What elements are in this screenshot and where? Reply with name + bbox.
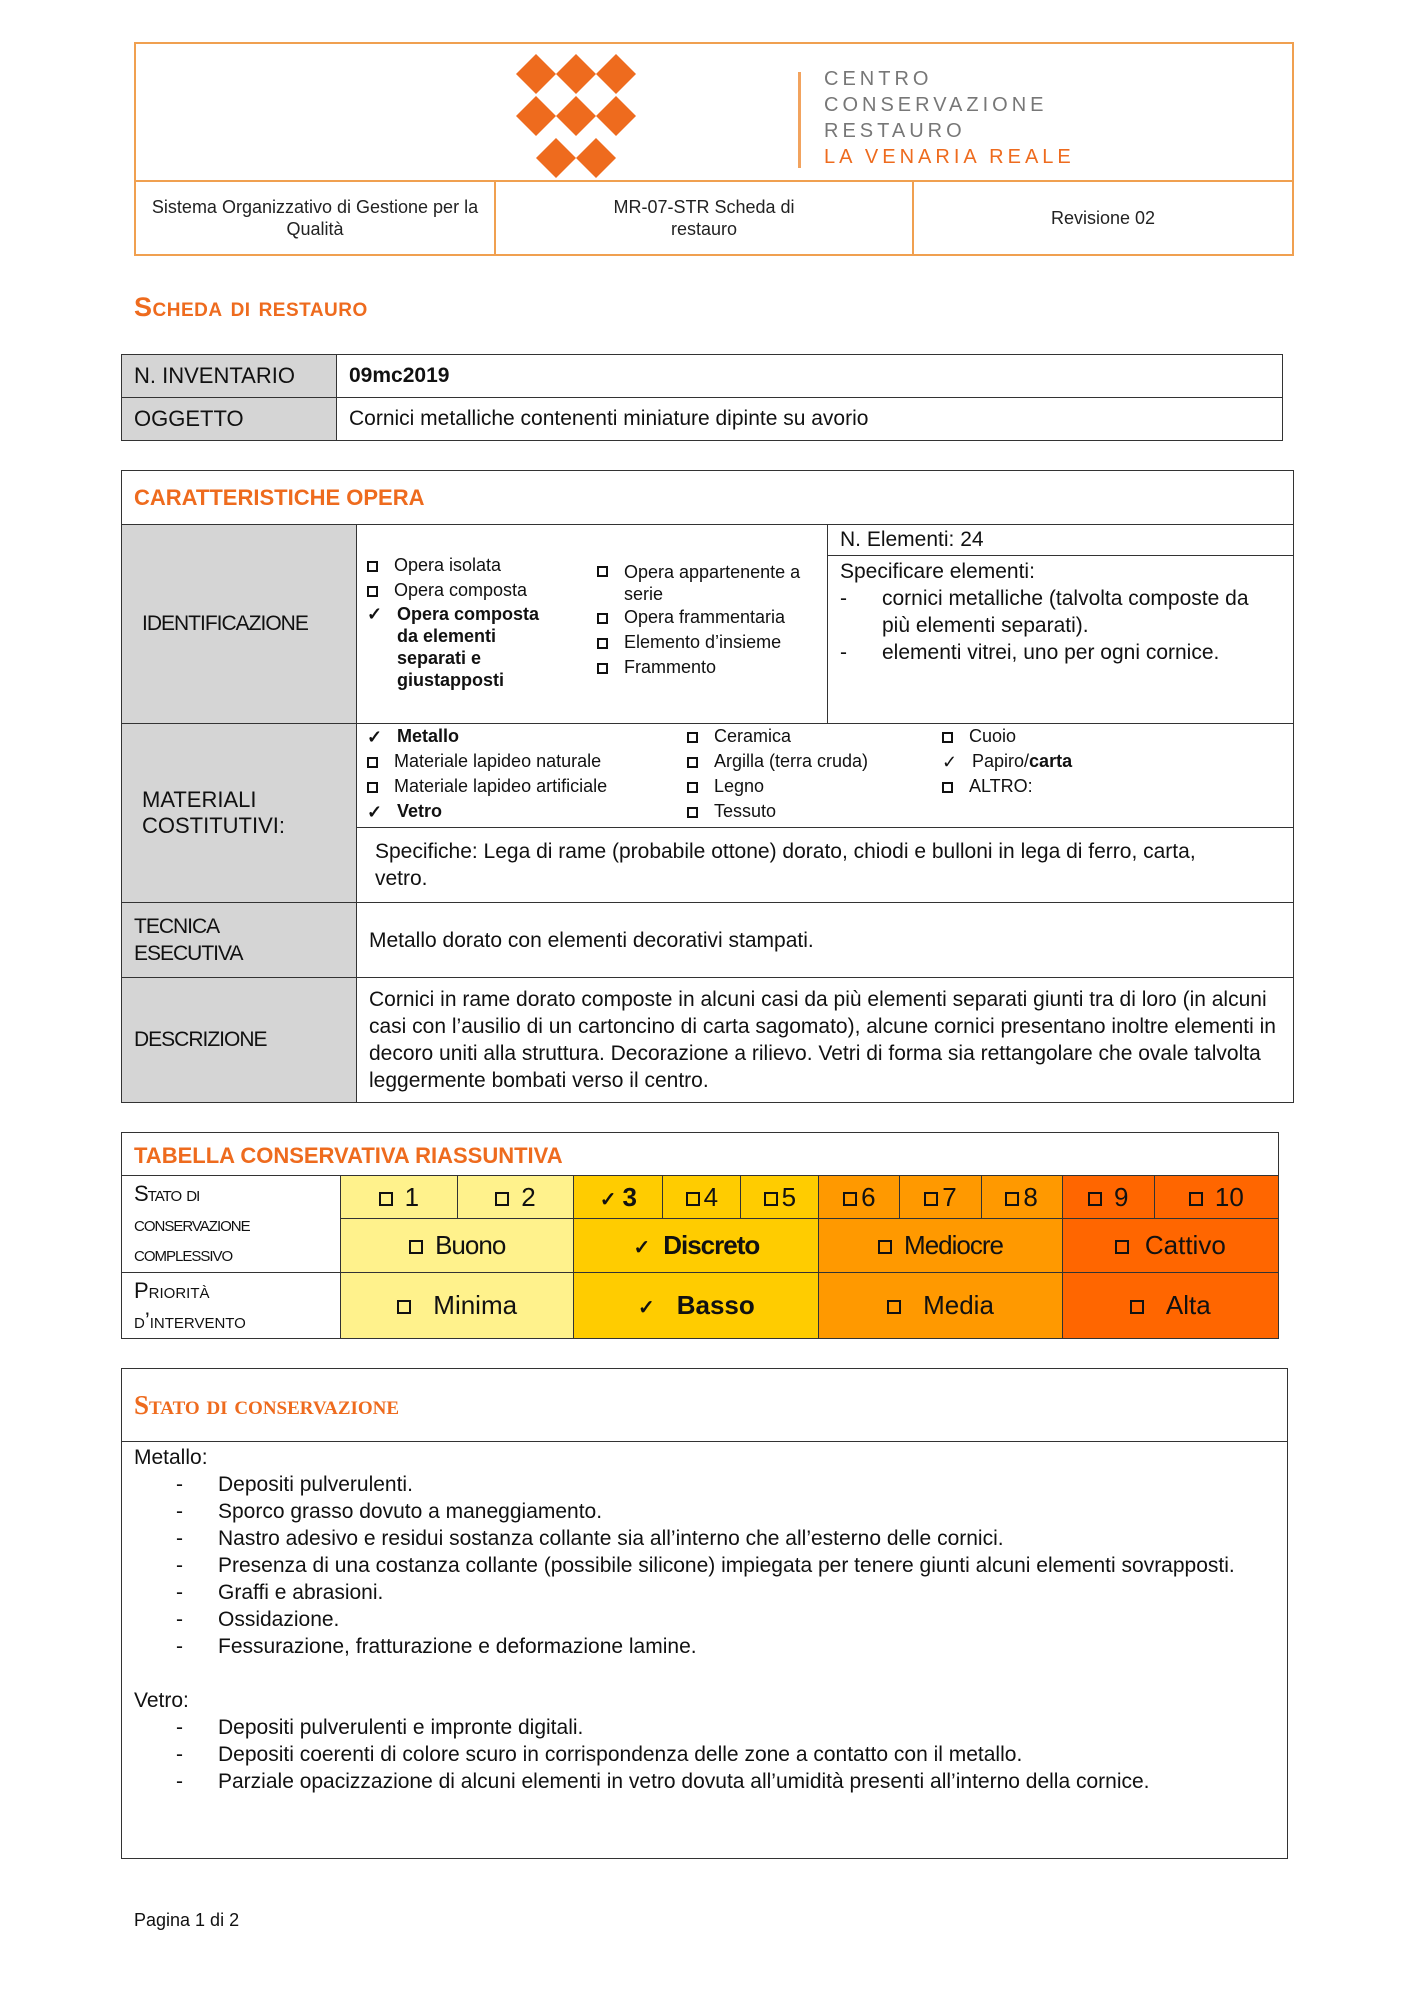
list-item: - Depositi coerenti di colore scuro in corrispondenza delle zone a contatto con il metallo. (176, 1743, 1023, 1766)
checkmark-icon: ✓ (633, 1237, 650, 1259)
score-1[interactable]: 1 (341, 1176, 458, 1219)
option-opera-isolata[interactable]: Opera isolata (367, 553, 557, 578)
rating-mediocre[interactable]: Mediocre (819, 1219, 1062, 1273)
vetro-label: Vetro: (134, 1689, 189, 1712)
option-papiro-carta[interactable]: ✓ Papiro/carta (942, 749, 1072, 774)
descrizione-value: Cornici in rame dorato composte in alcuni casi da più elementi separati giunti tra di loro (in alcuni casi con l’ausilio di un cartoncino di carta sagomato), alcune cornici presentano inoltre elementi in decoro uniti alla struttura. Decorazione a rilievo. Vetri di forma sia rettangolare che ovale talvolta leggermente bombati verso il centro. (357, 978, 1294, 1103)
list-item: - Parziale opacizzazione di alcuni elementi in vetro dovuta all’umidità presenti all’interno della cornice. (176, 1770, 1150, 1793)
logo-text (824, 66, 1075, 170)
score-9[interactable]: 9 (1062, 1176, 1154, 1219)
metallo-list (134, 1471, 1247, 1660)
elementi-cell (828, 525, 1294, 724)
checkmark-icon: ✓ (599, 1188, 617, 1211)
ident-col2 (597, 561, 827, 680)
logo-area (136, 44, 1292, 182)
option-metallo[interactable]: ✓ Metallo (367, 724, 607, 749)
option-opera-composta-separati[interactable]: ✓ Opera composta da elementi separati e giustapposti (367, 604, 540, 690)
identificazione-label: IDENTIFICAZIONE (122, 525, 357, 724)
specificare-elementi (828, 556, 1293, 666)
tabella-conservativa (121, 1132, 1279, 1339)
rating-buono[interactable]: Buono (341, 1219, 574, 1273)
checkbox-icon (597, 638, 608, 649)
checkmark-icon: ✓ (367, 801, 383, 822)
caratteristiche-title (122, 471, 1294, 525)
object-value: Cornici metalliche contenenti miniature dipinte su avorio (337, 398, 1283, 441)
inventory-table (121, 354, 1283, 441)
checkbox-icon (597, 566, 608, 577)
checkbox-icon (367, 586, 378, 597)
stato-title-cell (122, 1369, 1288, 1442)
checkbox-icon (597, 613, 608, 624)
logo-diamonds-icon (514, 54, 642, 178)
materiali-options (357, 724, 1294, 828)
option-ceramica[interactable]: Ceramica (687, 724, 868, 749)
metallo-label: Metallo: (134, 1446, 208, 1469)
n-elementi: N. Elementi: 24 (828, 525, 1293, 556)
score-7[interactable]: 7 (900, 1176, 981, 1219)
option-elemento-insieme[interactable]: Elemento d’insieme (597, 630, 827, 655)
priority-basso[interactable]: ✓ Basso (574, 1273, 819, 1339)
specifiche: Specifiche: Lega di rame (probabile ottone) dorato, chiodi e bulloni in lega di ferro, carta, vetro. (357, 827, 1294, 902)
list-item: - elementi vitrei, uno per ogni cornice. (840, 641, 1220, 664)
header-document-code: MR-07-STR Scheda di restauro (494, 182, 912, 254)
list-item: - Nastro adesivo e residui sostanza collante sia all’interno che all’esterno delle cornici. (176, 1527, 1004, 1550)
stato-conservazione-table (121, 1368, 1288, 1859)
option-cuoio[interactable]: Cuoio (942, 724, 1072, 749)
mat-col2 (687, 724, 868, 824)
option-argilla[interactable]: Argilla (terra cruda) (687, 749, 868, 774)
list-item: - Presenza di una costanza collante (possibile silicone) impiegata per tenere giunti alcuni elementi sovrapposti. (176, 1554, 1235, 1577)
descrizione-label: DESCRIZIONE (122, 978, 357, 1103)
vetro-list (134, 1714, 1247, 1795)
rating-cattivo[interactable]: Cattivo (1062, 1219, 1278, 1273)
score-2[interactable]: 2 (457, 1176, 574, 1219)
stato-title: Stato di conservazione (134, 1389, 400, 1420)
mat-col3 (942, 724, 1072, 799)
option-vetro[interactable]: ✓ Vetro (367, 799, 607, 824)
option-legno[interactable]: Legno (687, 774, 868, 799)
caratteristiche-table (121, 470, 1294, 1103)
checkmark-icon: ✓ (367, 726, 383, 747)
object-label: OGGETTO (122, 398, 337, 441)
score-6[interactable]: 6 (819, 1176, 900, 1219)
checkmark-icon: ✓ (942, 751, 958, 772)
inventory-label: N. INVENTARIO (122, 355, 337, 398)
stato-complessivo-label: Stato di conservazione complessivo (122, 1176, 341, 1273)
tecnica-value: Metallo dorato con elementi decorativi stampati. (357, 903, 1294, 978)
checkmark-icon: ✓ (637, 1297, 655, 1319)
priority-alta[interactable]: Alta (1062, 1273, 1278, 1339)
document-header (134, 42, 1294, 256)
option-opera-frammentaria[interactable]: Opera frammentaria (597, 605, 827, 630)
tecnica-label: TECNICA ESECUTIVA (122, 903, 357, 978)
list-item: - Graffi e abrasioni. (176, 1581, 384, 1604)
option-opera-serie[interactable]: Opera appartenente a serie (597, 561, 827, 605)
materiali-label: MATERIALI COSTITUTIVI: (122, 724, 357, 903)
logo-line: RESTAURO (824, 120, 966, 142)
list-item: - Depositi pulverulenti e impronte digitali. (176, 1716, 584, 1739)
list-item: - Depositi pulverulenti. (176, 1473, 413, 1496)
logo-line: CENTRO (824, 68, 933, 90)
page-number: Pagina 1 di 2 (134, 1910, 240, 1930)
score-10[interactable]: 10 (1154, 1176, 1278, 1219)
inventory-value: 09mc2019 (337, 355, 1283, 398)
tabella-title: TABELLA CONSERVATIVA RIASSUNTIVA (122, 1133, 1279, 1176)
list-item: - Fessurazione, fratturazione e deformazione lamine. (176, 1635, 697, 1658)
score-5[interactable]: 5 (741, 1176, 819, 1219)
list-item: - Sporco grasso dovuto a maneggiamento. (176, 1500, 603, 1523)
list-item: - cornici metalliche (talvolta composte da più elementi separati). (840, 587, 1249, 637)
header-system: Sistema Organizzativo di Gestione per la Qualità (151, 197, 479, 239)
logo-divider (798, 72, 801, 168)
option-lapideo-artificiale[interactable]: Materiale lapideo artificiale (367, 774, 607, 799)
identificazione-options (357, 525, 828, 724)
option-tessuto[interactable]: Tessuto (687, 799, 868, 824)
list-item: - Ossidazione. (176, 1608, 340, 1631)
option-frammento[interactable]: Frammento (597, 655, 827, 680)
section-title: CARATTERISTICHE OPERA (134, 484, 425, 510)
checkbox-icon (597, 663, 608, 674)
checkmark-icon: ✓ (367, 604, 383, 624)
option-altro[interactable]: ALTRO: (942, 774, 1072, 799)
specificare-label: Specificare elementi: (840, 560, 1035, 583)
page-title: Scheda di restauro (134, 292, 368, 322)
priority-minima[interactable]: Minima (341, 1273, 574, 1339)
ident-col1 (367, 553, 557, 691)
score-4[interactable]: 4 (663, 1176, 741, 1219)
checkbox-icon (367, 561, 378, 572)
logo-line: LA VENARIA REALE (824, 146, 1075, 168)
option-lapideo-naturale[interactable]: Materiale lapideo naturale (367, 749, 607, 774)
priorita-label: Priorità d’intervento (122, 1273, 341, 1339)
priority-media[interactable]: Media (819, 1273, 1062, 1339)
stato-content (122, 1442, 1288, 1859)
logo-line: CONSERVAZIONE (824, 94, 1048, 116)
score-3[interactable]: ✓ 3 (574, 1176, 663, 1219)
header-revision: Revisione 02 (912, 182, 1292, 254)
score-8[interactable]: 8 (981, 1176, 1062, 1219)
rating-discreto[interactable]: ✓ Discreto (574, 1219, 819, 1273)
option-opera-composta[interactable]: Opera composta (367, 578, 557, 603)
mat-col1 (367, 724, 607, 824)
header-info-row (136, 182, 1292, 254)
